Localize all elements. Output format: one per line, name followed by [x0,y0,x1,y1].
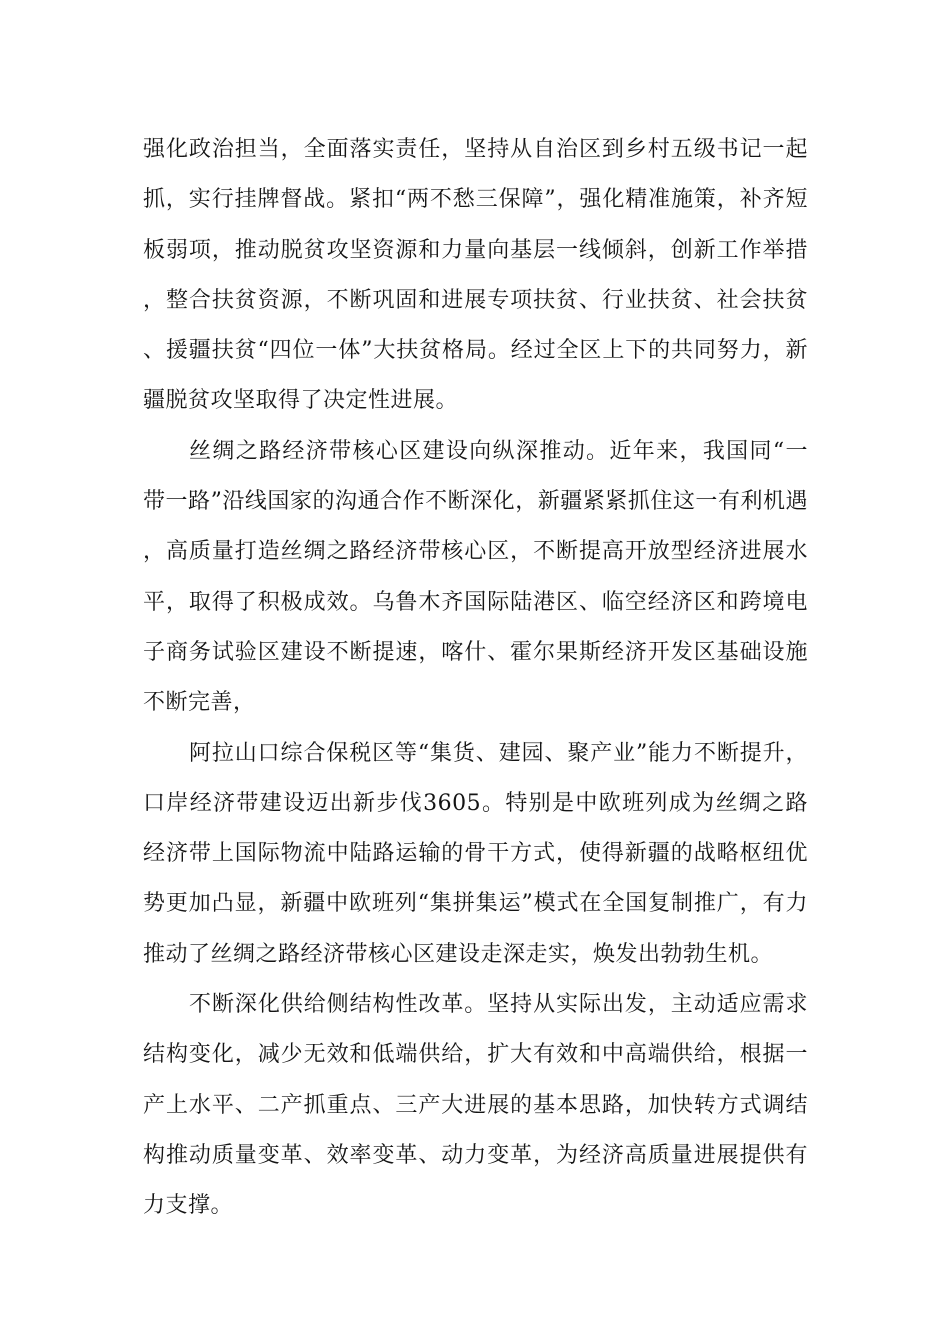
document-body [143,125,808,1232]
paragraph-poverty-alleviation: 强化政治担当，全面落实责任，坚持从自治区到乡村五级书记一起抓，实行挂牌督战。紧扣“两不愁三保障”，强化精准施策，补齐短板弱项，推动脱贫攻坚资源和力量向基层一线倾斜，创新工作举措，整合扶贫资源，不断巩固和进展专项扶贫、行业扶贫、社会扶贫、援疆扶贫“四位一体”大扶贫格局。经过全区上下的共同努力，新疆脱贫攻坚取得了决定性进展。 [143,137,808,414]
paragraph-alashankou-bonded-zone: 阿拉山口综合保税区等“集货、建园、聚产业”能力不断提升，口岸经济带建设迈出新步伐3605。特别是中欧班列成为丝绸之路经济带上国际物流中陆路运输的骨干方式，使得新疆的战略枢纽优势更加凸显，新疆中欧班列“集拼集运”模式在全国复制推广，有力推动了丝绸之路经济带核心区建设走深走实，焕发出勃勃生机。 [143,740,808,967]
paragraph-silk-road-core-zone: 丝绸之路经济带核心区建设向纵深推动。近年来，我国同“一带一路”沿线国家的沟通合作不断深化，新疆紧紧抓住这一有利机遇，高质量打造丝绸之路经济带核心区，不断提高开放型经济进展水平，取得了积极成效。乌鲁木齐国际陆港区、临空经济区和跨境电子商务试验区建设不断提速，喀什、霍尔果斯经济开发区基础设施不断完善， [143,438,808,716]
paragraph-supply-side-reform: 不断深化供给侧结构性改革。坚持从实际出发，主动适应需求结构变化，减少无效和低端供给，扩大有效和中高端供给，根据一产上水平、二产抓重点、三产大进展的基本思路，加快转方式调结构推动质量变革、效率变革、动力变革，为经济高质量进展提供有力支撑。 [143,992,808,1219]
